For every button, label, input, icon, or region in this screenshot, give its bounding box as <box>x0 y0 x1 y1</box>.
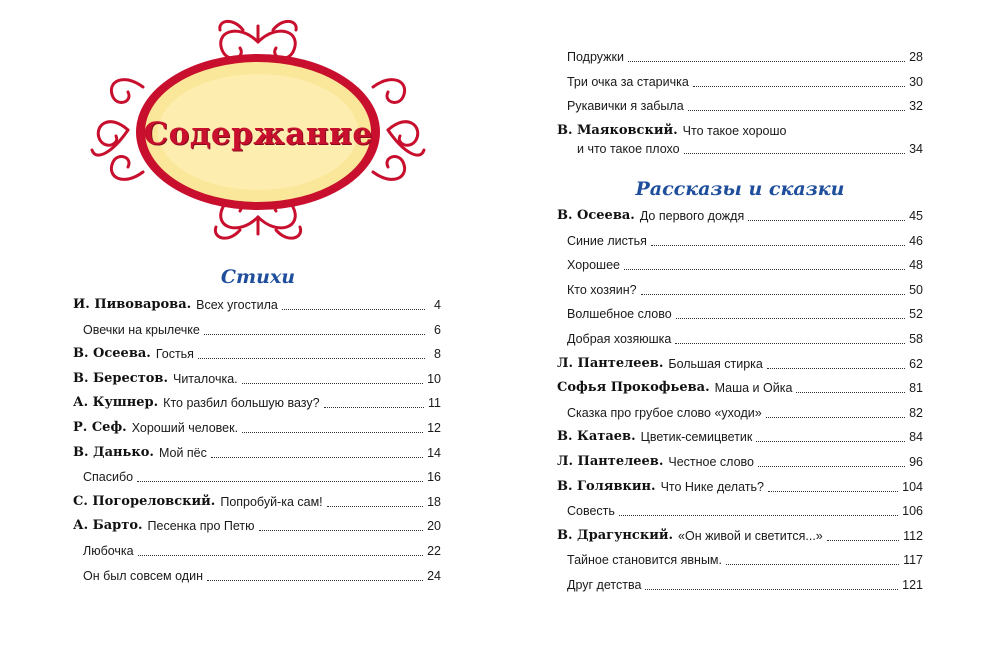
dot-leader <box>827 540 899 541</box>
entry-page: 112 <box>903 528 923 543</box>
dot-leader <box>259 530 424 531</box>
entry-title: Честное слово <box>668 454 754 469</box>
entry-page: 45 <box>909 209 923 223</box>
entry-author: В. Катаев. <box>557 429 636 445</box>
dot-leader <box>675 343 905 344</box>
dot-leader <box>748 220 905 221</box>
dot-leader <box>768 491 898 492</box>
entry-page: 121 <box>902 577 923 592</box>
list-item[interactable] <box>557 256 923 281</box>
entry-author: А. Барто. <box>73 518 143 534</box>
list-item[interactable] <box>73 567 441 592</box>
dot-leader <box>198 358 425 359</box>
list-item[interactable] <box>557 551 923 576</box>
title-emblem <box>88 12 428 247</box>
list-item[interactable] <box>557 207 923 232</box>
entry-title: Хорошее <box>567 258 620 273</box>
entry-author: Софья Прокофьева. <box>557 380 710 396</box>
list-item[interactable] <box>73 517 441 542</box>
entry-title: Три очка за старичка <box>567 74 689 89</box>
dot-leader <box>676 318 905 319</box>
entry-page: 50 <box>909 282 923 297</box>
list-item[interactable] <box>557 502 923 527</box>
section-title-poems: Стихи <box>220 266 296 288</box>
list-item[interactable] <box>73 419 441 444</box>
toc-list-poems <box>73 296 441 591</box>
list-item[interactable] <box>557 478 923 503</box>
entry-author: Л. Пантелеев. <box>557 453 664 469</box>
list-item[interactable] <box>557 404 923 429</box>
list-item[interactable] <box>557 97 923 122</box>
entry-page: 82 <box>909 405 923 420</box>
entry-page: 48 <box>909 258 923 273</box>
entry-author: В. Берестов. <box>73 370 168 386</box>
entry-author: Р. Сеф. <box>73 419 127 435</box>
entry-title: Что такое хорошо <box>682 123 787 138</box>
dot-leader <box>628 61 905 62</box>
entry-title: Рукавички я забыла <box>567 99 684 114</box>
list-item[interactable] <box>557 73 923 98</box>
entry-page: 10 <box>427 371 441 386</box>
page-title: Содержание <box>143 116 373 152</box>
dot-leader <box>204 334 425 335</box>
list-item[interactable] <box>557 527 923 552</box>
dot-leader <box>645 589 898 590</box>
dot-leader <box>282 309 425 310</box>
entry-author: В. Осеева. <box>73 346 151 362</box>
entry-page: 18 <box>427 494 441 509</box>
entry-author: С. Погореловский. <box>73 493 216 509</box>
entry-author: В. Данько. <box>73 444 154 460</box>
entry-title: Добрая хозяюшка <box>567 331 672 346</box>
entry-page: 117 <box>903 553 923 568</box>
entry-page: 104 <box>902 479 923 494</box>
entry-page: 34 <box>909 141 923 156</box>
list-item[interactable] <box>557 48 923 73</box>
dot-leader <box>756 441 905 442</box>
entry-page: 22 <box>427 543 441 558</box>
list-item[interactable] <box>557 355 923 380</box>
entry-page: 58 <box>909 331 923 346</box>
dot-leader <box>242 383 423 384</box>
dot-leader <box>619 515 898 516</box>
entry-title: «Он живой и светится...» <box>678 528 823 543</box>
entry-title: Тайное становится явным. <box>567 553 722 568</box>
entry-page: 46 <box>909 233 923 248</box>
entry-title: Гостья <box>155 347 194 362</box>
entry-page: 32 <box>909 99 923 114</box>
entry-author: В. Маяковский. <box>557 122 678 138</box>
entry-title: Мой пёс <box>158 445 207 460</box>
list-item[interactable] <box>557 576 923 601</box>
entry-title: Цветик-семицветик <box>640 430 753 445</box>
entry-title: Большая стирка <box>668 356 763 371</box>
entry-page: 16 <box>427 470 441 485</box>
dot-leader <box>767 368 905 369</box>
dot-leader <box>726 564 899 565</box>
entry-page: 81 <box>909 381 923 396</box>
toc-list-stories <box>557 207 923 601</box>
list-item[interactable] <box>73 493 441 518</box>
right-page <box>500 0 1000 647</box>
dot-leader <box>137 481 423 482</box>
entry-page: 12 <box>427 420 441 435</box>
entry-page: 84 <box>909 430 923 445</box>
list-item[interactable] <box>557 232 923 257</box>
entry-title: Сказка про грубое слово «уходи» <box>567 405 762 420</box>
entry-author: И. Пивоварова. <box>73 297 192 312</box>
entry-page: 106 <box>902 504 923 519</box>
list-item[interactable] <box>73 370 441 395</box>
entry-title: Читалочка. <box>172 371 238 386</box>
list-item[interactable] <box>73 345 441 370</box>
dot-leader <box>758 466 905 467</box>
entry-title: Друг детства <box>567 577 642 592</box>
entry-title: Синие листья <box>567 233 647 248</box>
entry-title: Любочка <box>83 543 134 558</box>
entry-page: 96 <box>909 454 923 469</box>
entry-title: Что Нике делать? <box>660 479 764 494</box>
entry-title: Кто хозяин? <box>567 282 637 297</box>
entry-title: Хороший человек. <box>131 420 239 435</box>
entry-title: Он был совсем один <box>83 568 203 583</box>
list-item[interactable] <box>73 296 441 321</box>
entry-page: 8 <box>434 347 441 362</box>
list-item[interactable] <box>557 305 923 330</box>
dot-leader <box>242 432 423 433</box>
entry-page: 20 <box>427 519 441 534</box>
dot-leader <box>684 153 906 154</box>
entry-title: Волшебное слово <box>567 307 672 322</box>
dot-leader <box>327 506 423 507</box>
list-item[interactable] <box>557 330 923 355</box>
entry-title: Овечки на крылечке <box>83 322 200 337</box>
list-item[interactable] <box>557 379 923 404</box>
entry-title: Попробуй-ка сам! <box>220 494 323 509</box>
dot-leader <box>211 457 423 458</box>
entry-page: 24 <box>427 568 441 583</box>
toc-list-continued <box>557 48 923 158</box>
entry-author: В. Голявкин. <box>557 478 656 494</box>
entry-page: 14 <box>427 445 441 460</box>
dot-leader <box>796 392 905 393</box>
dot-leader <box>766 417 905 418</box>
section-title-stories: Рассказы и сказки <box>635 178 845 200</box>
entry-page: 52 <box>909 307 923 322</box>
list-item[interactable] <box>73 542 441 567</box>
entry-title: Совесть <box>567 504 615 519</box>
list-item[interactable] <box>73 394 441 419</box>
list-item-mayakovsky[interactable] <box>557 122 923 158</box>
entry-title: До первого дождя <box>639 209 745 223</box>
entry-title: Кто разбил большую вазу? <box>163 396 320 411</box>
entry-author: Л. Пантелеев. <box>557 355 664 371</box>
entry-page: 28 <box>909 50 923 64</box>
entry-title: Всех угостила <box>196 298 278 312</box>
dot-leader <box>651 245 905 246</box>
entry-page: 30 <box>909 74 923 89</box>
dot-leader <box>641 294 906 295</box>
dot-leader <box>624 269 905 270</box>
entry-page: 11 <box>428 396 441 411</box>
entry-author: В. Осеева. <box>557 208 635 223</box>
dot-leader <box>138 555 423 556</box>
list-item[interactable] <box>73 444 441 469</box>
entry-title: Маша и Ойка <box>714 381 793 396</box>
list-item[interactable] <box>557 281 923 306</box>
list-item[interactable] <box>73 468 441 493</box>
entry-author: В. Драгунский. <box>557 527 674 543</box>
dot-leader <box>324 407 424 408</box>
entry-page: 6 <box>434 322 441 337</box>
dot-leader <box>207 580 423 581</box>
list-item[interactable] <box>557 453 923 478</box>
list-item[interactable] <box>557 428 923 453</box>
entry-page: 4 <box>434 298 441 312</box>
entry-author: А. Кушнер. <box>73 395 159 411</box>
entry-title: Подружки <box>567 50 624 64</box>
entry-title-continued: и что такое плохо <box>577 141 680 156</box>
entry-title: Песенка про Петю <box>147 519 255 534</box>
entry-title: Спасибо <box>83 470 134 485</box>
list-item[interactable] <box>73 321 441 346</box>
entry-page: 62 <box>909 356 923 371</box>
dot-leader <box>688 110 905 111</box>
dot-leader <box>693 86 905 87</box>
